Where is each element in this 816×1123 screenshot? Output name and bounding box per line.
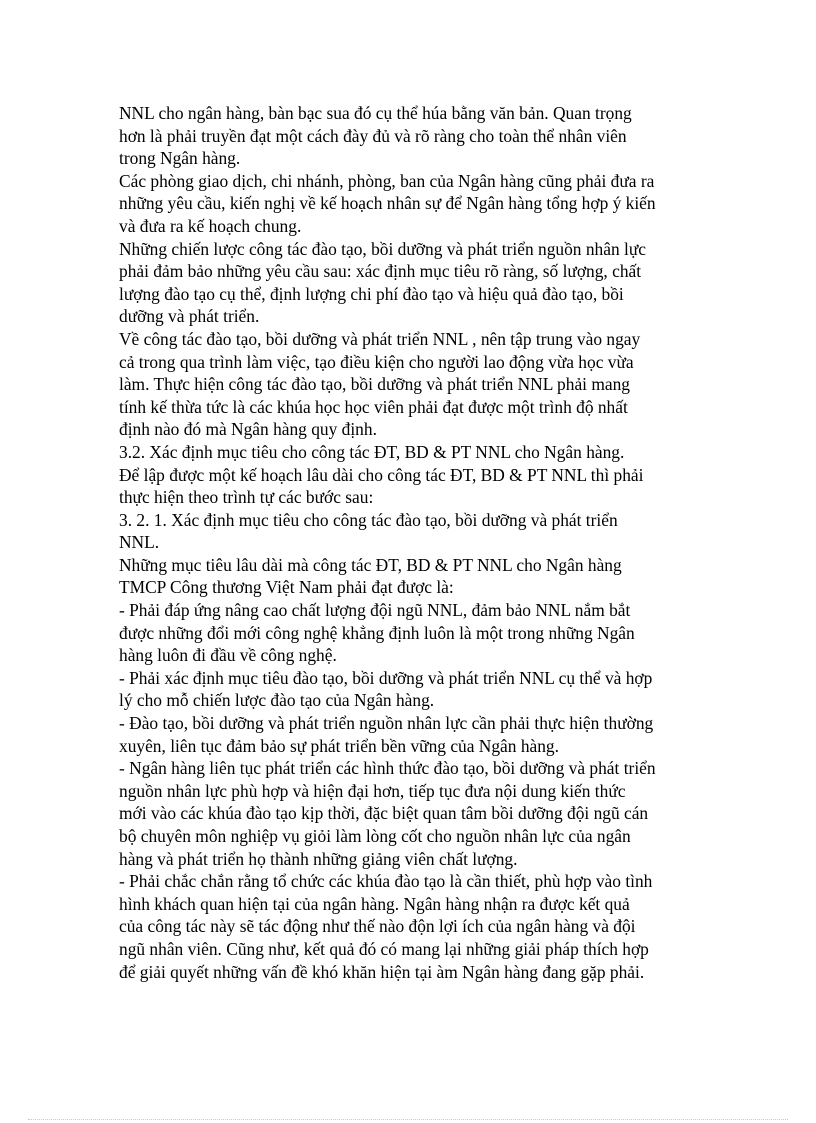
text-line: những yêu cầu, kiến nghị về kế hoạch nhân sự để Ngân hàng tổng hợp ý kiến: [119, 193, 656, 214]
text-line: Về công tác đào tạo, bồi dưỡng và phát triển NNL , nên tập trung vào ngay: [119, 328, 641, 349]
text-line: ngũ nhân viên. Cũng như, kết quả đó có mang lại những giải pháp thích hợp: [119, 938, 649, 959]
text-line: Những chiến lược công tác đào tạo, bồi dưỡng và phát triển nguồn nhân lực: [119, 238, 646, 259]
document-body: [119, 102, 709, 983]
text-line: định nào đó mà Ngân hàng quy định.: [119, 419, 377, 440]
section-heading: 3.2. Xác định mục tiêu cho công tác ĐT, BD & PT NNL cho Ngân hàng.: [119, 441, 625, 462]
text-line: xuyên, liên tục đảm bảo sự phát triển bền vững của Ngân hàng.: [119, 735, 559, 756]
text-line: NNL cho ngân hàng, bàn bạc sua đó cụ thể húa bằng văn bản. Quan trọng: [119, 103, 632, 123]
text-line: của công tác này sẽ tác động như thế nào độn lợi ích của ngân hàng và đội: [119, 916, 636, 937]
text-line: hàng luôn đi đầu về công nghệ.: [119, 645, 337, 666]
text-line: và đưa ra kế hoạch chung.: [119, 215, 302, 236]
page-bottom-rule: [28, 1119, 788, 1120]
text-line: được những đổi mới công nghệ khẳng định luôn là một trong những Ngân: [119, 622, 635, 643]
text-line: bộ chuyên môn nghiệp vụ giỏi làm lòng cốt cho nguồn nhân lực của ngân: [119, 826, 631, 846]
bullet-line: - Ngân hàng liên tục phát triển các hình thức đào tạo, bồi dưỡng và phát triển: [119, 758, 656, 779]
text-line: dưỡng và phát triển.: [119, 306, 260, 327]
text-line: cả trong qua trình làm việc, tạo điều kiện cho người lao động vừa học vừa: [119, 351, 634, 372]
text-line: tính kế thừa tức là các khúa học học viên phải đạt được một trình độ nhất: [119, 396, 628, 417]
subsection-heading: 3. 2. 1. Xác định mục tiêu cho công tác đào tạo, bồi dưỡng và phát triển: [119, 509, 618, 530]
text-line: lượng đào tạo cụ thể, định lượng chi phí đào tạo và hiệu quả đào tạo, bồi: [119, 283, 624, 304]
text-line: hàng và phát triển họ thành những giảng viên chất lượng.: [119, 848, 518, 869]
bullet-line: - Đào tạo, bồi dưỡng và phát triển nguồn nhân lực cần phải thực hiện thường: [119, 713, 654, 734]
text-line: trong Ngân hàng.: [119, 148, 241, 169]
text-line: làm. Thực hiện công tác đào tạo, bồi dưỡng và phát triển NNL phải mang: [119, 374, 630, 395]
text-line: lý cho mỗ chiến lược đào tạo của Ngân hàng.: [119, 690, 435, 711]
text-line: Để lập được một kế hoạch lâu dài cho công tác ĐT, BD & PT NNL thì phải: [119, 464, 644, 485]
text-line: hơn là phải truyền đạt một cách đày đủ và rõ ràng cho toàn thể nhân viên: [119, 125, 627, 146]
text-line: thực hiện theo trình tự các bước sau:: [119, 487, 374, 508]
text-line: nguồn nhân lực phù hợp và hiện đại hơn, tiếp tục đưa nội dung kiến thức: [119, 780, 626, 801]
text-line: TMCP Công thương Việt Nam phải đạt được là:: [119, 577, 454, 598]
text-line: phải đảm bảo những yêu cầu sau: xác định mục tiêu rõ ràng, số lượng, chất: [119, 261, 642, 282]
text-line: hình khách quan hiện tại của ngân hàng. Ngân hàng nhận ra được kết quả: [119, 893, 630, 914]
bullet-line: - Phải đáp ứng nâng cao chất lượng đội ngũ NNL, đảm bảo NNL nắm bắt: [119, 600, 631, 621]
text-line: Các phòng giao dịch, chi nhánh, phòng, ban của Ngân hàng cũng phải đưa ra: [119, 170, 655, 191]
subsection-heading-continued: NNL.: [119, 532, 160, 553]
text-line: mới vào các khúa đào tạo kịp thời, đặc biệt quan tâm bồi dưỡng đội ngũ cán: [119, 803, 649, 824]
text-line: để giải quyết những vấn đề khó khăn hiện tại àm Ngân hàng đang gặp phải.: [119, 961, 645, 982]
bullet-line: - Phải chắc chắn rằng tổ chức các khúa đào tạo là cần thiết, phù hợp vào tình: [119, 871, 653, 892]
text-line: Những mục tiêu lâu dài mà công tác ĐT, BD & PT NNL cho Ngân hàng: [119, 554, 622, 575]
bullet-line: - Phải xác định mục tiêu đào tạo, bồi dưỡng và phát triển NNL cụ thể và hợp: [119, 667, 653, 688]
